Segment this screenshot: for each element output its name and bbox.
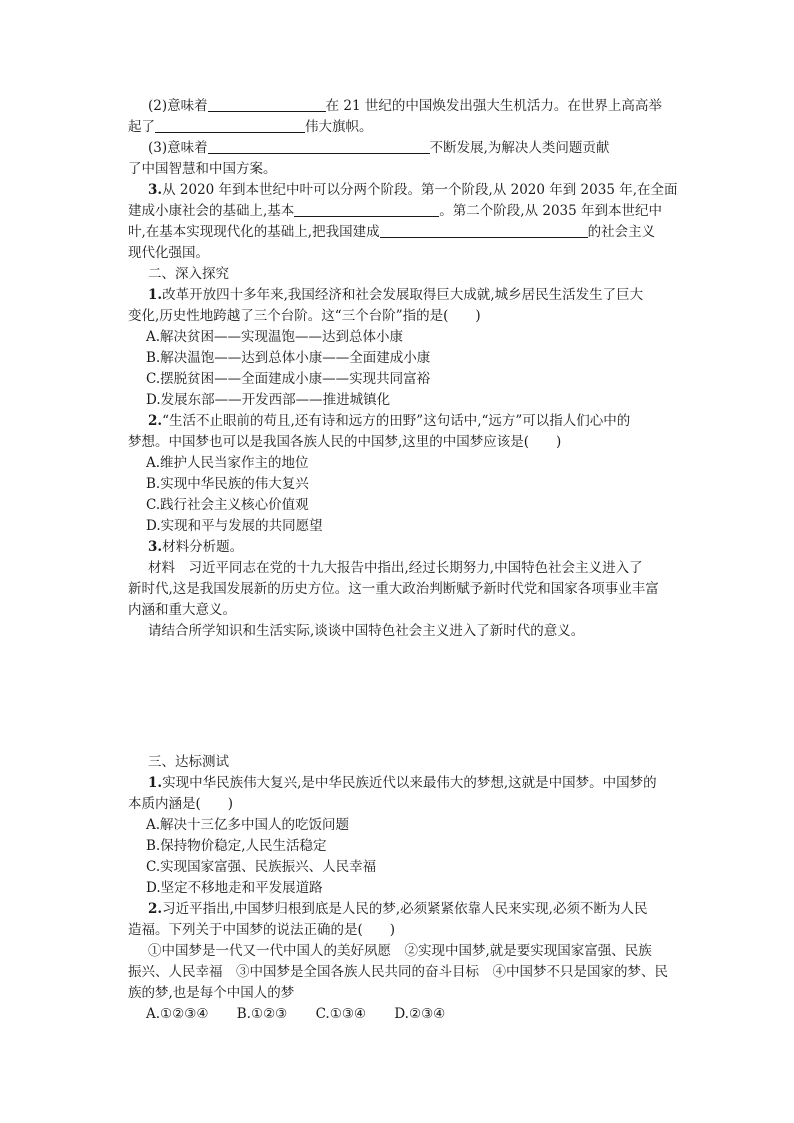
option-row: [128, 1004, 676, 1025]
answer-blank[interactable]: [294, 203, 439, 217]
section-heading: 二、深入探究: [148, 266, 229, 282]
statement-list: ①中国梦是一代又一代中国人的美好夙愿 ②实现中国梦,就是要实现国家富强、民族: [148, 943, 652, 959]
question-2-line2: 造福。下列关于中国梦的说法正确的是( ): [128, 922, 396, 938]
question-2: [128, 411, 676, 432]
question-3: [128, 537, 676, 558]
question-text: 从 2020 年到本世纪中叶可以分两个阶段。第一个阶段,从 2020 年到 2035 年,在全面: [162, 182, 678, 198]
material-text-line3: 内涵和重大意义。: [128, 602, 236, 618]
fill-text: (2)意味着: [148, 98, 208, 114]
question-number: 1.: [148, 775, 163, 791]
question-2: [128, 899, 676, 920]
question-text: 的社会主义: [587, 224, 656, 240]
option-c[interactable]: C.实现国家富强、民族振兴、人民幸福: [146, 859, 377, 875]
fill-question-3: [128, 180, 676, 201]
option-b[interactable]: B.解决温饱——达到总体小康——全面建成小康: [146, 350, 431, 366]
option-a[interactable]: A.①②③④: [146, 1006, 209, 1022]
material-text: 材料 习近平同志在党的十九大报告中指出,经过长期努力,中国特色社会主义进入了: [148, 560, 643, 576]
question-1-line2: 变化,历史性地跨越了三个台阶。这“三个台阶”指的是( ): [128, 308, 481, 324]
fill-question-3-line3: [128, 222, 676, 243]
question-text: 材料分析题。: [162, 539, 244, 555]
question-text: 实现中华民族伟大复兴,是中华民族近代以来最伟大的梦想,这就是中国梦。中国梦的: [162, 775, 657, 791]
question-number: 3.: [148, 182, 163, 198]
question-1: [128, 773, 676, 794]
answer-space[interactable]: [128, 642, 676, 752]
fill-question-3-line2: [128, 201, 676, 222]
option-a[interactable]: A.解决贫困——实现温饱——达到总体小康: [146, 329, 404, 345]
material-text-line2: 新时代,这是我国发展新的历史方位。这一重大政治判断赋予新时代党和国家各项事业丰富: [128, 581, 659, 597]
answer-blank[interactable]: [155, 119, 305, 133]
fill-item-3-cont: [128, 159, 676, 180]
fill-text: 伟大旗帜。: [305, 119, 373, 135]
fill-question-3-line4: [128, 243, 676, 264]
option-d[interactable]: D.坚定不移地走和平发展道路: [146, 880, 323, 896]
question-number: 3.: [148, 539, 163, 555]
question-text: 叶,在基本实现现代化的基础上,把我国建成: [128, 224, 380, 240]
fill-text: 在 21 世纪的中国焕发出强大生机活力。在世界上高高举: [325, 98, 662, 114]
option-b[interactable]: B.实现中华民族的伟大复兴: [146, 476, 309, 492]
question-text: 。第二个阶段,从 2035 年到本世纪中: [439, 203, 663, 219]
option-d[interactable]: D.发展东部——开发西部——推进城镇化: [146, 392, 391, 408]
answer-blank[interactable]: [208, 98, 326, 112]
question-1-line2: 本质内涵是( ): [128, 796, 234, 812]
option-d[interactable]: D.②③④: [394, 1006, 446, 1022]
fill-item-2-cont: [128, 117, 676, 138]
option-c[interactable]: C.①③④: [315, 1006, 367, 1022]
answer-blank[interactable]: [208, 140, 430, 154]
option-b[interactable]: B.①②③: [236, 1006, 288, 1022]
worksheet-content: [128, 96, 676, 1025]
fill-text: (3)意味着: [148, 140, 208, 156]
option-c[interactable]: C.践行社会主义核心价值观: [146, 497, 309, 513]
question-1: [128, 285, 676, 306]
question-text: 现代化强国。: [128, 245, 209, 261]
question-2-line2: 梦想。中国梦也可以是我国各族人民的中国梦,这里的中国梦应该是( ): [128, 434, 562, 450]
question-text: 建成小康社会的基础上,基本: [128, 203, 295, 219]
answer-blank[interactable]: [380, 224, 588, 238]
question-number: 2.: [148, 413, 163, 429]
section-heading: 三、达标测试: [148, 754, 229, 770]
fill-item-3: [128, 138, 676, 159]
analysis-prompt: 请结合所学知识和生活实际,谈谈中国特色社会主义进入了新时代的意义。: [148, 623, 585, 639]
option-a[interactable]: A.维护人民当家作主的地位: [146, 455, 309, 471]
question-text: 改革开放四十多年来,我国经济和社会发展取得巨大成就,城乡居民生活发生了巨大: [162, 287, 644, 303]
statement-list-line2: 振兴、人民幸福 ③中国梦是全国各族人民共同的奋斗目标 ④中国梦不只是国家的梦、民: [128, 964, 668, 980]
fill-text: 起了: [128, 119, 155, 135]
question-text: “生活不止眼前的苟且,还有诗和远方的田野”这句话中,“远方”可以指人们心中的: [162, 413, 631, 429]
question-number: 2.: [148, 901, 163, 917]
option-a[interactable]: A.解决十三亿多中国人的吃饭问题: [146, 817, 350, 833]
statement-list-line3: 族的梦,也是每个中国人的梦: [128, 985, 295, 1001]
option-b[interactable]: B.保持物价稳定,人民生活稳定: [146, 838, 327, 854]
option-c[interactable]: C.摆脱贫困——全面建成小康——实现共同富裕: [146, 371, 431, 387]
fill-text: 不断发展,为解决人类问题贡献: [429, 140, 610, 156]
option-d[interactable]: D.实现和平与发展的共同愿望: [146, 518, 323, 534]
question-text: 习近平指出,中国梦归根到底是人民的梦,必须紧紧依靠人民来实现,必须不断为人民: [162, 901, 648, 917]
fill-item-2: [128, 96, 676, 117]
question-number: 1.: [148, 287, 163, 303]
fill-text: 了中国智慧和中国方案。: [128, 161, 277, 177]
